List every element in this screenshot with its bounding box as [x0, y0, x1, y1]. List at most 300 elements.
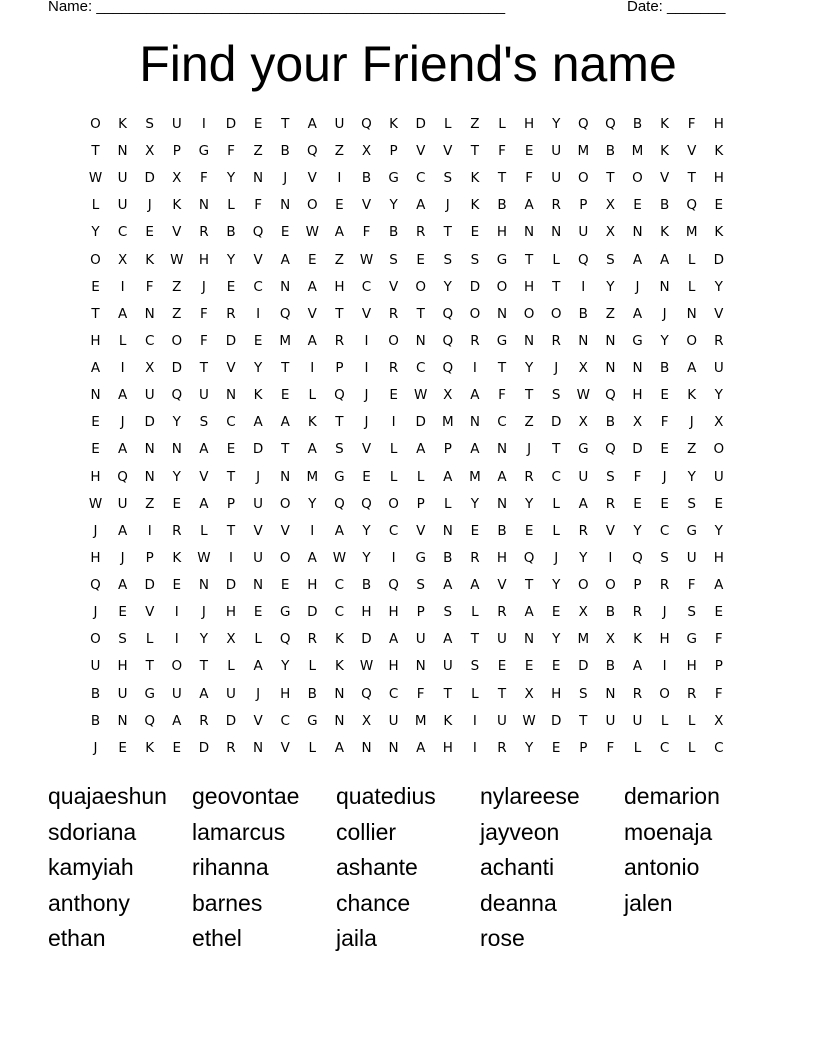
grid-letter[interactable]: N: [496, 495, 508, 512]
grid-letter[interactable]: R: [388, 360, 399, 377]
grid-letter[interactable]: U: [334, 116, 345, 132]
grid-letter[interactable]: R: [632, 685, 643, 702]
grid-letter[interactable]: N: [198, 197, 209, 214]
grid-letter[interactable]: A: [117, 387, 128, 404]
grid-letter[interactable]: Y: [552, 631, 561, 648]
grid-letter[interactable]: U: [226, 685, 236, 702]
grid-letter[interactable]: G: [415, 549, 426, 566]
grid-letter[interactable]: R: [605, 495, 616, 512]
grid-letter[interactable]: I: [472, 739, 477, 756]
grid-letter[interactable]: C: [497, 414, 507, 431]
grid-letter[interactable]: L: [687, 712, 696, 729]
grid-letter[interactable]: L: [308, 387, 317, 404]
grid-letter[interactable]: P: [172, 143, 181, 160]
grid-letter[interactable]: O: [550, 305, 562, 322]
grid-letter[interactable]: Y: [362, 549, 371, 566]
grid-letter[interactable]: V: [659, 170, 670, 187]
grid-letter[interactable]: Y: [362, 522, 371, 539]
grid-letter[interactable]: A: [199, 685, 209, 702]
grid-letter[interactable]: K: [714, 143, 724, 160]
grid-letter[interactable]: L: [687, 739, 696, 756]
grid-letter[interactable]: W: [305, 224, 319, 241]
grid-letter[interactable]: V: [416, 522, 426, 539]
grid-letter[interactable]: K: [334, 631, 344, 648]
grid-letter[interactable]: Q: [442, 305, 454, 322]
grid-letter[interactable]: K: [118, 116, 128, 132]
grid-letter[interactable]: O: [90, 631, 101, 648]
grid-letter[interactable]: D: [550, 414, 562, 431]
grid-letter[interactable]: G: [198, 143, 210, 160]
grid-letter[interactable]: D: [225, 332, 237, 349]
grid-letter[interactable]: A: [714, 577, 724, 594]
grid-letter[interactable]: E: [389, 387, 398, 404]
grid-letter[interactable]: V: [280, 522, 290, 539]
grid-letter[interactable]: R: [172, 522, 182, 539]
grid-letter[interactable]: L: [687, 251, 696, 268]
grid-letter[interactable]: N: [632, 360, 643, 377]
grid-letter[interactable]: A: [659, 251, 670, 268]
grid-letter[interactable]: E: [253, 332, 263, 349]
grid-letter[interactable]: L: [254, 631, 262, 648]
grid-letter[interactable]: X: [145, 143, 155, 160]
grid-letter[interactable]: O: [686, 332, 697, 349]
grid-letter[interactable]: B: [443, 549, 453, 566]
grid-letter[interactable]: E: [226, 278, 236, 295]
grid-letter[interactable]: T: [416, 305, 425, 322]
grid-letter[interactable]: V: [307, 305, 317, 322]
grid-letter[interactable]: R: [226, 305, 236, 322]
grid-letter[interactable]: M: [306, 468, 319, 485]
grid-letter[interactable]: C: [415, 360, 426, 377]
grid-letter[interactable]: Q: [605, 387, 616, 404]
grid-letter[interactable]: L: [471, 604, 479, 621]
grid-letter[interactable]: V: [145, 604, 155, 621]
grid-letter[interactable]: N: [117, 712, 128, 729]
grid-letter[interactable]: Q: [279, 305, 291, 322]
grid-letter[interactable]: A: [253, 414, 263, 431]
grid-letter[interactable]: U: [713, 360, 724, 377]
grid-letter[interactable]: J: [147, 197, 152, 214]
grid-letter[interactable]: Y: [552, 577, 561, 594]
grid-letter[interactable]: A: [307, 278, 317, 295]
grid-letter[interactable]: T: [199, 658, 209, 675]
grid-letter[interactable]: L: [633, 739, 642, 756]
grid-letter[interactable]: G: [686, 522, 697, 539]
grid-letter[interactable]: I: [201, 116, 206, 132]
grid-letter[interactable]: H: [198, 251, 209, 268]
grid-letter[interactable]: N: [524, 332, 535, 349]
grid-letter[interactable]: S: [443, 251, 453, 268]
grid-letter[interactable]: Y: [660, 332, 669, 349]
grid-letter[interactable]: O: [713, 441, 725, 458]
grid-letter[interactable]: E: [362, 468, 371, 485]
grid-letter[interactable]: I: [310, 522, 315, 539]
grid-letter[interactable]: V: [199, 468, 209, 485]
grid-letter[interactable]: D: [713, 251, 724, 268]
grid-letter[interactable]: K: [660, 224, 670, 241]
grid-letter[interactable]: I: [391, 549, 396, 566]
grid-letter[interactable]: U: [144, 387, 155, 404]
grid-letter[interactable]: N: [334, 685, 345, 702]
grid-letter[interactable]: Z: [172, 305, 182, 322]
grid-letter[interactable]: X: [226, 631, 236, 648]
grid-letter[interactable]: V: [687, 143, 697, 160]
grid-letter[interactable]: L: [444, 116, 452, 132]
grid-letter[interactable]: O: [388, 332, 399, 349]
grid-letter[interactable]: B: [659, 197, 670, 214]
grid-letter[interactable]: Q: [306, 143, 318, 160]
grid-letter[interactable]: B: [605, 658, 616, 675]
grid-letter[interactable]: E: [253, 604, 263, 621]
grid-letter[interactable]: T: [470, 631, 480, 648]
grid-letter[interactable]: V: [443, 143, 453, 160]
grid-letter[interactable]: R: [307, 631, 317, 648]
grid-letter[interactable]: Q: [442, 332, 454, 349]
grid-letter[interactable]: X: [578, 604, 588, 621]
grid-letter[interactable]: T: [552, 441, 561, 458]
grid-letter[interactable]: J: [662, 305, 667, 322]
grid-letter[interactable]: O: [90, 116, 101, 132]
grid-letter[interactable]: Y: [633, 522, 642, 539]
grid-letter[interactable]: Y: [552, 116, 561, 132]
grid-letter[interactable]: N: [388, 739, 399, 756]
grid-letter[interactable]: Q: [442, 360, 454, 377]
grid-letter[interactable]: T: [552, 278, 561, 295]
grid-letter[interactable]: J: [93, 522, 98, 539]
grid-letter[interactable]: Q: [334, 495, 345, 512]
grid-letter[interactable]: N: [605, 685, 616, 702]
grid-letter[interactable]: F: [498, 143, 506, 160]
grid-letter[interactable]: U: [497, 712, 507, 729]
grid-letter[interactable]: E: [714, 495, 724, 512]
grid-letter[interactable]: N: [686, 305, 697, 322]
grid-letter[interactable]: Z: [253, 143, 263, 160]
grid-letter[interactable]: M: [631, 143, 644, 160]
grid-letter[interactable]: E: [660, 441, 669, 458]
grid-letter[interactable]: D: [144, 577, 155, 594]
grid-letter[interactable]: C: [117, 224, 128, 241]
grid-letter[interactable]: X: [632, 414, 643, 431]
grid-letter[interactable]: T: [443, 224, 452, 241]
grid-letter[interactable]: Q: [632, 549, 643, 566]
grid-letter[interactable]: W: [359, 251, 374, 268]
grid-letter[interactable]: Y: [524, 360, 534, 377]
grid-letter[interactable]: A: [334, 739, 345, 756]
grid-letter[interactable]: C: [714, 739, 724, 756]
grid-letter[interactable]: Q: [523, 549, 535, 566]
grid-letter[interactable]: U: [632, 712, 643, 729]
grid-letter[interactable]: U: [578, 224, 589, 241]
grid-letter[interactable]: Q: [279, 631, 291, 648]
grid-letter[interactable]: T: [579, 712, 588, 729]
grid-letter[interactable]: A: [470, 441, 480, 458]
grid-letter[interactable]: W: [414, 387, 428, 404]
grid-letter[interactable]: Q: [117, 468, 128, 485]
grid-letter[interactable]: A: [307, 549, 317, 566]
grid-letter[interactable]: U: [171, 685, 182, 702]
grid-letter[interactable]: M: [441, 414, 454, 431]
grid-letter[interactable]: Q: [605, 441, 616, 458]
grid-letter[interactable]: H: [90, 468, 101, 485]
grid-letter[interactable]: V: [172, 224, 182, 241]
grid-letter[interactable]: N: [496, 441, 508, 458]
grid-letter[interactable]: Y: [172, 468, 181, 485]
grid-letter[interactable]: H: [307, 577, 318, 594]
grid-letter[interactable]: V: [361, 441, 372, 458]
grid-letter[interactable]: M: [279, 332, 292, 349]
grid-letter[interactable]: N: [605, 332, 616, 349]
grid-letter[interactable]: R: [686, 685, 697, 702]
grid-letter[interactable]: H: [90, 549, 101, 566]
grid-letter[interactable]: B: [226, 224, 236, 241]
grid-letter[interactable]: R: [199, 712, 209, 729]
grid-letter[interactable]: T: [470, 143, 480, 160]
grid-letter[interactable]: L: [660, 712, 669, 729]
grid-letter[interactable]: T: [281, 441, 290, 458]
grid-letter[interactable]: D: [144, 170, 155, 187]
grid-letter[interactable]: T: [497, 360, 507, 377]
grid-letter[interactable]: N: [198, 577, 209, 594]
grid-letter[interactable]: A: [334, 224, 345, 241]
grid-letter[interactable]: R: [334, 332, 345, 349]
grid-letter[interactable]: R: [551, 332, 561, 349]
grid-letter[interactable]: U: [117, 197, 128, 214]
grid-letter[interactable]: Y: [91, 224, 100, 241]
grid-letter[interactable]: M: [577, 143, 590, 160]
grid-letter[interactable]: Y: [524, 495, 534, 512]
grid-letter[interactable]: B: [388, 224, 399, 241]
grid-letter[interactable]: D: [225, 116, 237, 132]
grid-letter[interactable]: G: [307, 712, 318, 729]
grid-letter[interactable]: Q: [252, 224, 264, 241]
grid-letter[interactable]: L: [308, 739, 317, 756]
grid-letter[interactable]: H: [388, 604, 399, 621]
grid-letter[interactable]: E: [524, 143, 534, 160]
grid-letter[interactable]: N: [605, 360, 616, 377]
grid-letter[interactable]: H: [117, 658, 128, 675]
grid-letter[interactable]: C: [253, 278, 263, 295]
grid-letter[interactable]: H: [551, 685, 562, 702]
grid-letter[interactable]: B: [90, 685, 101, 702]
grid-letter[interactable]: F: [660, 414, 669, 431]
grid-letter[interactable]: F: [633, 468, 642, 485]
grid-letter[interactable]: R: [388, 305, 399, 322]
grid-letter[interactable]: G: [144, 685, 155, 702]
grid-letter[interactable]: O: [496, 278, 508, 295]
grid-letter[interactable]: Y: [470, 495, 480, 512]
grid-letter[interactable]: U: [198, 387, 209, 404]
grid-letter[interactable]: U: [551, 170, 562, 187]
grid-letter[interactable]: Q: [361, 116, 372, 132]
grid-letter[interactable]: L: [498, 116, 506, 132]
grid-letter[interactable]: L: [227, 197, 235, 214]
grid-letter[interactable]: S: [199, 414, 209, 431]
grid-letter[interactable]: T: [199, 360, 209, 377]
grid-letter[interactable]: N: [551, 224, 562, 241]
grid-letter[interactable]: E: [172, 739, 182, 756]
grid-letter[interactable]: E: [524, 522, 534, 539]
grid-letter[interactable]: X: [605, 631, 616, 648]
grid-letter[interactable]: C: [551, 468, 561, 485]
grid-letter[interactable]: T: [443, 685, 452, 702]
grid-letter[interactable]: S: [579, 685, 588, 702]
grid-letter[interactable]: W: [88, 495, 103, 512]
grid-letter[interactable]: R: [632, 604, 643, 621]
grid-letter[interactable]: O: [605, 577, 616, 594]
grid-letter[interactable]: N: [171, 441, 182, 458]
grid-letter[interactable]: A: [632, 305, 643, 322]
grid-letter[interactable]: O: [469, 305, 481, 322]
grid-letter[interactable]: Y: [443, 278, 452, 295]
grid-letter[interactable]: U: [442, 658, 453, 675]
grid-letter[interactable]: T: [91, 305, 100, 322]
grid-letter[interactable]: C: [659, 522, 670, 539]
grid-letter[interactable]: X: [605, 197, 616, 214]
grid-letter[interactable]: Q: [144, 712, 155, 729]
grid-letter[interactable]: A: [334, 522, 345, 539]
grid-letter[interactable]: I: [174, 631, 179, 648]
grid-letter[interactable]: T: [145, 658, 154, 675]
grid-letter[interactable]: O: [388, 495, 399, 512]
grid-letter[interactable]: X: [117, 251, 128, 268]
grid-letter[interactable]: D: [252, 441, 264, 458]
grid-letter[interactable]: H: [713, 170, 724, 187]
grid-letter[interactable]: L: [687, 278, 696, 295]
grid-letter[interactable]: S: [470, 251, 480, 268]
grid-letter[interactable]: Z: [172, 278, 182, 295]
grid-letter[interactable]: D: [415, 116, 426, 132]
grid-letter[interactable]: S: [470, 658, 480, 675]
grid-letter[interactable]: A: [470, 577, 480, 594]
grid-letter[interactable]: B: [307, 685, 317, 702]
grid-letter[interactable]: E: [118, 739, 127, 756]
grid-letter[interactable]: A: [524, 604, 534, 621]
grid-letter[interactable]: E: [633, 495, 642, 512]
grid-letter[interactable]: W: [522, 712, 536, 729]
grid-letter[interactable]: A: [632, 251, 643, 268]
grid-letter[interactable]: A: [280, 414, 290, 431]
grid-letter[interactable]: E: [633, 197, 642, 214]
grid-letter[interactable]: C: [361, 278, 372, 295]
grid-letter[interactable]: F: [254, 197, 262, 214]
grid-letter[interactable]: H: [632, 387, 643, 404]
grid-letter[interactable]: G: [578, 441, 589, 458]
grid-letter[interactable]: U: [253, 495, 264, 512]
grid-letter[interactable]: N: [253, 170, 264, 187]
grid-letter[interactable]: N: [415, 658, 426, 675]
grid-letter[interactable]: A: [253, 658, 263, 675]
grid-letter[interactable]: U: [578, 468, 589, 485]
grid-letter[interactable]: K: [145, 251, 155, 268]
grid-letter[interactable]: X: [172, 170, 182, 187]
grid-letter[interactable]: B: [659, 360, 670, 377]
grid-letter[interactable]: T: [226, 468, 236, 485]
grid-letter[interactable]: L: [389, 468, 398, 485]
grid-letter[interactable]: E: [172, 495, 182, 512]
grid-letter[interactable]: M: [577, 631, 590, 648]
grid-letter[interactable]: C: [388, 685, 399, 702]
grid-letter[interactable]: U: [117, 495, 128, 512]
grid-letter[interactable]: A: [172, 712, 182, 729]
grid-letter[interactable]: V: [226, 360, 236, 377]
grid-letter[interactable]: H: [524, 116, 535, 132]
grid-letter[interactable]: X: [578, 414, 588, 431]
grid-letter[interactable]: Q: [90, 577, 101, 594]
grid-letter[interactable]: J: [256, 685, 261, 702]
grid-letter[interactable]: E: [118, 604, 127, 621]
grid-letter[interactable]: D: [550, 712, 562, 729]
grid-letter[interactable]: J: [120, 414, 125, 431]
grid-letter[interactable]: X: [145, 360, 155, 377]
grid-letter[interactable]: R: [415, 224, 426, 241]
grid-letter[interactable]: J: [527, 441, 532, 458]
grid-letter[interactable]: O: [279, 549, 291, 566]
grid-letter[interactable]: R: [524, 468, 534, 485]
grid-letter[interactable]: K: [470, 170, 480, 187]
grid-letter[interactable]: A: [199, 495, 209, 512]
grid-letter[interactable]: P: [579, 197, 588, 214]
grid-letter[interactable]: Q: [361, 685, 372, 702]
grid-letter[interactable]: Y: [226, 251, 236, 268]
grid-letter[interactable]: B: [497, 522, 507, 539]
grid-letter[interactable]: O: [306, 197, 318, 214]
grid-letter[interactable]: F: [362, 224, 371, 241]
grid-letter[interactable]: S: [145, 116, 154, 132]
grid-letter[interactable]: J: [364, 414, 369, 431]
grid-letter[interactable]: I: [337, 170, 342, 187]
grid-letter[interactable]: C: [226, 414, 236, 431]
grid-letter[interactable]: T: [281, 116, 290, 132]
grid-letter[interactable]: I: [229, 549, 233, 566]
grid-letter[interactable]: A: [470, 387, 480, 404]
grid-letter[interactable]: T: [687, 170, 696, 187]
grid-letter[interactable]: E: [470, 224, 480, 241]
grid-letter[interactable]: G: [334, 468, 345, 485]
grid-letter[interactable]: L: [91, 197, 100, 214]
grid-letter[interactable]: X: [443, 387, 453, 404]
grid-letter[interactable]: A: [117, 577, 128, 594]
grid-letter[interactable]: N: [90, 387, 101, 404]
grid-letter[interactable]: F: [498, 387, 506, 404]
grid-letter[interactable]: B: [605, 143, 616, 160]
grid-letter[interactable]: C: [144, 332, 155, 349]
grid-letter[interactable]: U: [90, 658, 101, 675]
grid-letter[interactable]: O: [171, 658, 183, 675]
grid-letter[interactable]: Z: [470, 116, 480, 132]
grid-letter[interactable]: A: [632, 658, 643, 675]
grid-letter[interactable]: Y: [579, 549, 588, 566]
grid-letter[interactable]: N: [578, 332, 589, 349]
grid-letter[interactable]: N: [280, 468, 291, 485]
grid-letter[interactable]: U: [388, 712, 399, 729]
grid-letter[interactable]: H: [713, 549, 724, 566]
grid-letter[interactable]: I: [120, 360, 125, 377]
grid-letter[interactable]: W: [197, 549, 211, 566]
grid-letter[interactable]: Q: [361, 495, 372, 512]
grid-letter[interactable]: V: [497, 577, 507, 594]
grid-letter[interactable]: X: [578, 360, 588, 377]
grid-letter[interactable]: A: [687, 360, 697, 377]
grid-letter[interactable]: I: [662, 658, 667, 675]
date-field[interactable]: Date: _______: [627, 0, 726, 15]
grid-letter[interactable]: Z: [687, 441, 697, 458]
grid-letter[interactable]: K: [145, 739, 155, 756]
grid-letter[interactable]: S: [443, 604, 453, 621]
grid-letter[interactable]: W: [332, 549, 347, 566]
grid-letter[interactable]: K: [172, 549, 182, 566]
grid-letter[interactable]: P: [226, 495, 236, 512]
grid-letter[interactable]: E: [416, 251, 425, 268]
